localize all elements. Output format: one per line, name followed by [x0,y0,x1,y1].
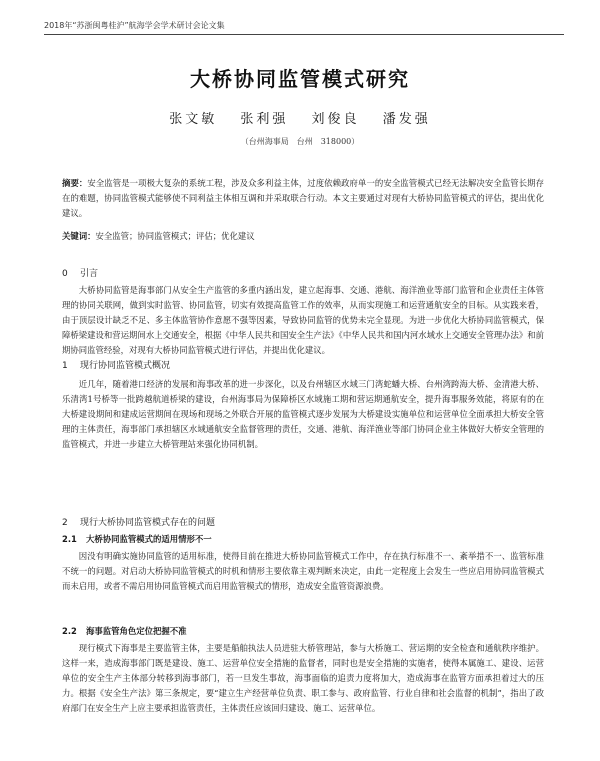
subsection-number: 2.2 [62,626,77,636]
affiliation: （台州海事局 台州 318000） [240,137,360,146]
section-heading-0 [62,266,544,279]
abstract-label: 摘要： [62,178,88,188]
subsection-number: 2.1 [62,534,77,544]
paragraph-2-2: 现行模式下海事是主要监管主体，主要是船舶执法人员进驻大桥管理站，参与大桥施工、营运期的安全检查和通航秩序维护。这样一来，造成海事部门既是建设、施工、运营单位安全措施的监督者，同时也是安全措施的实施者，使得本属施工、建设、运营单位的安全生产主体部分转移到海事部门，若一旦发生事故，海事面临的追责力度将加大，造成海事在监管方面承担着过大的压力。根据《安全生产法》第三条规定，要“建立生产经营单位负责、职工参与、政府监管、行业自律和社会监督的机制”，指出了政府部门在安全生产上应主要承担监管责任，主体责任应该回归建设、施工、运营单位。 [62,643,544,713]
section-title: 现行大桥协同监管模式存在的问题 [80,518,216,528]
keywords-label: 关键词： [62,231,96,241]
keywords-text: 安全监管；协同监管模式；评估；优化建议 [95,231,255,241]
paragraph-overview: 近几年，随着港口经济的发展和海事改革的进一步深化，以及台州辖区水域三门湾蛇蟠大桥、台州湾跨海大桥、金清港大桥、乐清湾1号桥等一批跨越航道桥梁的建设，台州海事局为保障桥区水域施工期和营运期通航安全，提升海事服务效能，将原有的在大桥建设期间和建成运营期间在现场和现场之外联合开展的监管模式逐步发展为大桥建设实施单位和运营单位全面承担大桥安全管理的主体责任，海事部门承担辖区水域通航安全监督管理的责任，交通、港航、海洋渔业等部门协同企业主体做好大桥安全管理的监管模式，并进一步建立大桥管理站来强化协同机制。 [62,379,544,449]
subsection-title: 海事监管角色定位把握不准 [86,626,187,636]
section-number: 0 [62,269,68,279]
keywords [62,229,544,244]
abstract-text: 安全监管是一项极大复杂的系统工程，涉及众多利益主体，过度依赖政府单一的安全监管模式已经无法解决安全监管长期存在的难题，协同监管模式能够使不同利益主体相互调和并采取联合行动。本文主要通过对现有大桥协同监管模式的评估，提出优化建议。 [62,178,544,218]
author-list: 张文敏 张利强 刘俊良 潘发强 [169,112,431,127]
running-head: 2018年“苏浙闽粤桂沪”航海学会学术研讨会论文集 [44,20,564,35]
section-heading-2 [62,515,544,528]
section-heading-1 [62,358,544,371]
section-title: 现行协同监管模式概况 [80,361,171,371]
section-title: 引言 [80,269,99,279]
abstract [62,176,544,221]
subsection-heading-2-1 [62,533,544,545]
section-number: 2 [62,518,68,528]
subsection-title: 大桥协同监管模式的适用情形不一 [86,534,212,544]
paragraph-intro: 大桥协同监管是海事部门从安全生产监管的多重内涵出发，建立起海事、交通、港航、海洋渔业等部门监管和企业责任主体管理的协同关联网，做到实时监管、协同监管，切实有效提高监管工作的效率，从而实现施工和运营通航安全的目标。从实践来看，由于顶层设计缺乏不足、多主体监管协作意愿不强等因素，导致协同监管的优势未完全显现。为进一步优化大桥协同监管模式，保障桥梁建设和营运期间水上交通安全，根据《中华人民共和国安全生产法》《中华人民共和国内河水域水上交通安全管理办法》和前期协同监管经验，对现有大桥协同监管模式进行评估，并提出优化建议。 [62,285,544,355]
paper-title: 大桥协同监管模式研究 [190,67,410,91]
subsection-heading-2-2 [62,625,544,637]
paragraph-2-1: 因没有明确实施协同监管的适用标准，使得目前在推进大桥协同监管模式工作中，存在执行标准不一、紊举措不一、监管标准不统一的问题。对启动大桥协同监管模式的时机和情形主要依靠主观判断来决定，由此一定程度上会发生一些应启用协同监管模式而未启用，或者不需启用协同监管模式而启用监管模式的情形，造成安全监管资源浪费。 [62,551,544,591]
section-number: 1 [62,361,68,371]
